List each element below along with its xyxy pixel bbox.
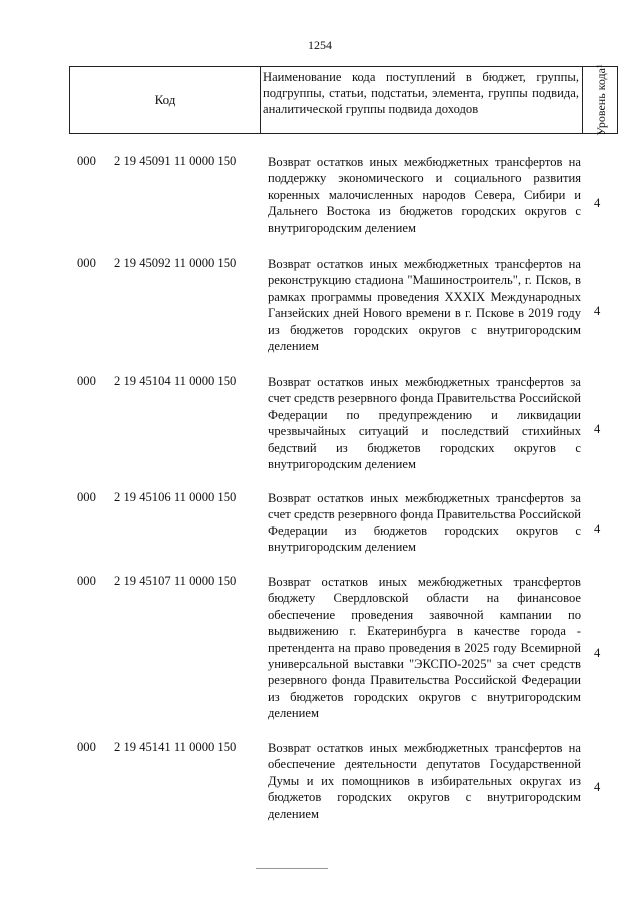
row-description: Возврат остатков иных межбюджетных трансфертов за счет средств резервного фонда Правительства Российской Федерации по предупреждению и ликвидации чрезвычайных ситуаций и последствий стихийных бедствий из бюджетов городских округов с внутригородским делением [268,375,581,472]
row-description: Возврат остатков иных межбюджетных трансфертов на обеспечение деятельности депутатов Государственной Думы и их помощников в избирательных округах из бюджетов городских округов с внутригородским делением [268,741,581,821]
row-budget-code: 2 19 45106 11 0000 150 [114,490,237,504]
row-level: 4 [594,780,601,794]
footer-rule [256,868,328,869]
row-level: 4 [594,422,601,436]
row-budget-code: 2 19 45091 11 0000 150 [114,154,237,168]
row-description: Возврат остатков иных межбюджетных трансфертов за счет средств резервного фонда Правительства Российской Федерации из бюджетов городских округов с внутригородским делением [268,491,581,555]
header-code-column: Код [70,67,261,133]
row-admin-code: 000 [77,256,96,270]
row-admin-code: 000 [77,154,96,168]
row-description: Возврат остатков иных межбюджетных трансфертов бюджету Свердловской области на финансовое обеспечение проведения заявочной кампании по выдвижению г. Екатеринбурга в качестве города - претендента на право проведения в 2025 году Всемирной универсальной выставки "ЭКСПО-2025" за счет средств резервного фонда Правительства Российской Федерации из бюджетов городских округов с внутригородским делением [268,575,581,721]
row-admin-code: 000 [77,740,96,754]
row-code [77,256,236,271]
row-admin-code: 000 [77,490,96,504]
header-level-label: Уровень кода¹ [594,64,608,136]
row-code [77,740,236,755]
page-number: 1254 [308,38,332,52]
row-budget-code: 2 19 45141 11 0000 150 [114,740,237,754]
row-code [77,574,236,589]
row-budget-code: 2 19 45092 11 0000 150 [114,256,237,270]
row-code [77,154,236,169]
header-level-column [582,64,619,136]
row-code [77,490,236,505]
row-level: 4 [594,196,601,210]
row-description: Возврат остатков иных межбюджетных трансфертов на поддержку экономического и социального развития коренных малочисленных народов Севера, Сибири и Дальнего Востока из бюджетов городских округов с внутригородским делением [268,155,581,235]
row-budget-code: 2 19 45107 11 0000 150 [114,574,237,588]
row-level: 4 [594,304,601,318]
row-code [77,374,236,389]
row-budget-code: 2 19 45104 11 0000 150 [114,374,237,388]
table-header [69,66,618,134]
row-level: 4 [594,646,601,660]
row-admin-code: 000 [77,574,96,588]
header-name-column: Наименование кода поступлений в бюджет, группы, подгруппы, статьи, подстатьи, элемента, группы подвида, аналитической группы подвида доходов [263,70,579,116]
row-level: 4 [594,522,601,536]
row-description: Возврат остатков иных межбюджетных трансфертов на реконструкцию стадиона "Машиностроитель", г. Псков, в рамках программы проведения XXXIX Международных Ганзейских дней Нового времени в г. Пскове в 2019 году из бюджетов городских округов с внутригородским делением [268,257,581,354]
row-admin-code: 000 [77,374,96,388]
